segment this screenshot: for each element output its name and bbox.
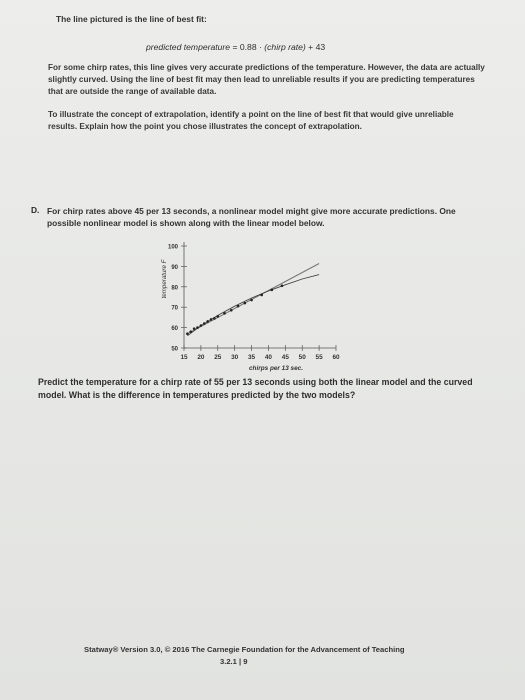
equation-lhs: predicted temperature [146,42,231,52]
data-point [237,305,240,308]
data-point [260,294,263,297]
intro-text: The line pictured is the line of best fit: [56,14,207,24]
data-point [200,324,203,327]
x-tick-label: 50 [298,354,306,361]
x-tick-label: 25 [214,354,222,361]
y-tick-label: 100 [167,244,178,251]
x-axis-label: chirps per 13 sec. [249,365,303,372]
data-point [213,317,216,320]
data-point [216,315,219,318]
footer-copyright: Statway® Version 3.0, © 2016 The Carnegie Foundation for the Advancement of Teaching [84,645,405,654]
footer-page-number: 3.2.1 | 9 [220,657,248,666]
data-point [210,318,213,321]
data-point [250,299,253,302]
data-point [196,326,199,329]
y-tick-label: 60 [171,326,178,333]
data-point [230,309,233,312]
data-point [193,327,196,330]
data-point [206,320,209,323]
x-tick-label: 35 [248,354,256,361]
curved-model-line [187,275,319,336]
equation-rest: + 43 [305,42,326,52]
linear-model-line [187,264,319,334]
y-tick-label: 90 [171,264,178,271]
data-point [244,302,247,305]
paragraph-curved-data: For some chirp rates, this line gives very accurate predictions of the temperature. However, the data are actually slightly curved. Using the line of best fit may then lead to unreliable results if you are predicting temperatures that are outside the range of available data. [48,63,485,96]
x-tick-label: 15 [180,354,188,361]
x-tick-label: 45 [281,354,289,361]
data-point [223,312,226,315]
question-d-label: D. [31,205,40,215]
x-tick-label: 30 [231,354,239,361]
equation [146,42,325,52]
equation-var: (chirp rate) [264,42,306,52]
y-tick-label: 70 [171,305,178,312]
data-point [271,289,274,292]
y-axis-label: temperature F [161,259,168,299]
predict-question: Predict the temperature for a chirp rate of 55 per 13 seconds using both the linear model and the curved model. What is the difference in temperatures predicted by the two models? [38,377,473,400]
chart [160,236,370,376]
x-tick-label: 55 [315,354,323,361]
data-point [203,322,206,325]
y-tick-label: 80 [171,285,178,292]
x-tick-label: 20 [197,354,205,361]
x-tick-label: 60 [332,354,340,361]
equation-op: = 0.88 · [230,42,265,52]
data-point [186,332,189,335]
question-d-text: For chirp rates above 45 per 13 seconds, a nonlinear model might give more accurate predictions. One possible nonlinear model is shown along with the linear model below. [47,206,456,228]
data-point [189,330,192,333]
x-tick-label: 40 [264,354,272,361]
paragraph-extrapolation: To illustrate the concept of extrapolation, identify a point on the line of best fit that would give unreliable results. Explain how the point you chose illustrates the concept of extrapolation. [48,110,454,131]
y-tick-label: 50 [171,346,178,353]
data-point [281,284,284,287]
